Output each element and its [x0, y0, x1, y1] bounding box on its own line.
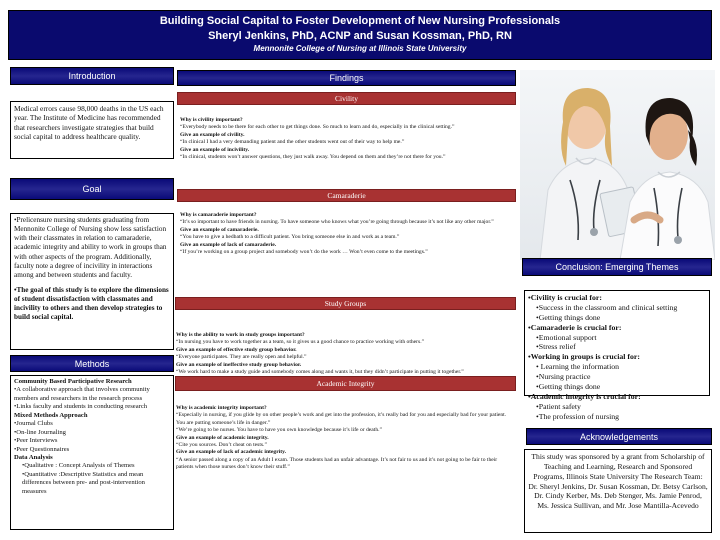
civility-section-header [177, 92, 516, 105]
academic-integrity-section-title: Academic Integrity [316, 379, 375, 388]
conclusion-line: •Working in groups is crucial for: [528, 352, 640, 362]
methods-line: •Peer Interviews [14, 437, 58, 445]
camaraderie-line: Why is camaraderie important? [180, 212, 257, 218]
goal-para-2: •The goal of this study is to explore the dimensions of student dissatisfaction with classmates and incivility to others and then develop strategies to build social capital. [14, 285, 169, 322]
study-groups-line: Give an example of effective study group behavior. [176, 346, 297, 353]
academic-integrity-line: “Especially in nursing, if you glide by on other people’s work and get into the profession, it’s really bad for you and especially bad for your patient. You are putting someone’s life in danger.” [176, 412, 507, 426]
civility-line: “In clinical, students won’t answer questions, they just walk away. You depend on them and they’re not there for you.” [180, 153, 446, 160]
findings-header-label: Findings [329, 73, 364, 83]
conclusion-line: •Getting things done [536, 382, 601, 392]
nurses-photo [520, 70, 715, 260]
methods-line: •Qualitative : Concept Analysis of Themes [22, 462, 135, 470]
acknowledgements-text: This study was sponsored by a grant from Scholarship of Teaching and Learning, Research and Sponsored Programs, Illinois State University The Research Team: Dr. Sheryl Jenkins, Dr. Susan Kossman, Dr. Betsy Carlson, Dr. Cindy Kerber, Ms. Deb Stenger, Ms. Jamie Penrod, Ms. Jessica Sullivan, and Mr. Jose Mantilla-Acevedo [528, 452, 708, 511]
study-groups-line: Give an example of ineffective study group behavior. [176, 361, 302, 368]
camaraderie-line: “If you’re working on a group project and somebody won’t do the work … Won’t even come to the meetings.” [180, 248, 428, 255]
camaraderie-line: “It’s so important to have friends in nursing. To have someone who knows what you’re going through because it’s not like any other major.” [180, 219, 494, 226]
methods-line: Mixed Methods Approach [14, 411, 88, 419]
civility-line: Give an example of civility. [180, 131, 245, 138]
conclusion-line: •Emotional support [536, 332, 597, 342]
study-groups-line: “Everyone participates. They are really open and helpful.” [176, 354, 307, 361]
conclusion-line: •Nursing practice [536, 372, 591, 382]
camaraderie-section-title: Camaraderie [327, 191, 366, 200]
findings-header [177, 70, 516, 86]
conclusion-line: •Success in the classroom and clinical setting [536, 302, 678, 312]
methods-header [10, 355, 174, 372]
methods-line: •Journal Clubs [14, 420, 53, 428]
methods-line: •Links faculty and students in conducting research [14, 403, 148, 411]
methods-line: •A collaborative approach that involves community members and researchers in the research process [14, 386, 150, 402]
study-groups-line: “We work hard to make a study guide and somebody comes along and wants it, but they didn’t participate in putting it together.” [176, 368, 464, 375]
acknowledgements-header [526, 428, 712, 445]
methods-line: •Quantitative :Descriptive Statistics and mean differences between pre- and post-intervention measures [22, 470, 145, 495]
methods-line: Data Analysis [14, 453, 53, 461]
conclusion-line: •Stress relief [536, 342, 576, 352]
methods-header-label: Methods [74, 358, 110, 369]
camaraderie-line: Give an example of camaraderie. [180, 226, 259, 233]
goal-header-label: Goal [82, 184, 102, 194]
conclusion-header-label: Conclusion: Emerging Themes [555, 262, 679, 272]
academic-integrity-line: Give an example of lack of academic integrity. [176, 449, 286, 456]
camaraderie-line: Give an example of lack of camaraderie. [180, 241, 277, 248]
civility-section-title: Civility [335, 94, 358, 103]
study-groups-section-header [175, 297, 516, 310]
introduction-box [10, 101, 174, 159]
study-groups-line: “In nursing you have to work together as a team, so it gives us a good chance to practice working with others.” [176, 339, 425, 346]
acknowledgements-box [524, 449, 712, 533]
nurses-illustration [520, 70, 715, 260]
methods-line: •Peer Questionnaires [14, 445, 70, 453]
study-groups-section-text [176, 332, 512, 376]
introduction-text: Medical errors cause 98,000 deaths in the US each year. The Institute of Medicine has recommended that researchers investigate strategies that build social capital to address healthcare quality. [14, 104, 164, 141]
civility-line: Give an example of incivility. [180, 146, 250, 153]
goal-para-1: •Prelicensure nursing students graduating from Mennonite College of Nursing show less satisfaction with their classmates in relation to camaraderie, academic integrity and ability to work in groups than with other aspects of the program. Additionally, faculty note a degree of incivility in interactions among and between students and faculty. [14, 216, 167, 279]
poster-banner [8, 10, 712, 60]
academic-integrity-section-header [175, 376, 516, 391]
conclusion-line: •The profession of nursing [536, 411, 620, 421]
conclusion-line: •Civility is crucial for: [528, 293, 602, 302]
academic-integrity-line: Why is academic integrity important? [176, 405, 267, 411]
conclusion-line: •Patient safety [536, 401, 581, 411]
methods-box [10, 375, 174, 530]
civility-section-text [180, 117, 512, 161]
civility-line: Why is civility important? [180, 117, 243, 123]
introduction-header-label: Introduction [68, 71, 116, 81]
academic-integrity-line: “We’re going to be nurses. You have to have you own knowledge because it’s life or death.” [176, 427, 382, 434]
acknowledgements-header-label: Acknowledgements [579, 431, 659, 442]
methods-line: Community Based Participative Research [14, 378, 132, 385]
conclusion-box [524, 290, 710, 421]
camaraderie-section-text [180, 212, 512, 256]
conclusion-header [522, 258, 712, 276]
goal-box [10, 213, 174, 350]
conclusion-line: •Getting things done [536, 312, 601, 322]
goal-header [10, 178, 174, 200]
academic-integrity-section-text [176, 405, 512, 471]
study-groups-line: Why is the ability to work in study groups important? [176, 332, 305, 338]
civility-line: “In clinical I had a very demanding patient and the other students went out of their way to help me.” [180, 139, 405, 146]
introduction-header [10, 67, 174, 85]
study-groups-section-title: Study Groups [324, 299, 367, 308]
academic-integrity-line: “Cite you sources. Don’t cheat on tests.” [176, 441, 267, 448]
methods-line: •On-line Journaling [14, 428, 66, 436]
camaraderie-section-header [177, 189, 516, 202]
conclusion-line: • Learning the information [536, 362, 620, 372]
poster-title: Building Social Capital to Foster Development of New Nursing Professionals [159, 15, 561, 27]
poster-authors: Sheryl Jenkins, PhD, ACNP and Susan Kossman, PhD, RN [208, 30, 512, 42]
camaraderie-line: “You have to give a hedbath to a difficult patient. You bring someone else in and work as a team.” [180, 234, 400, 241]
civility-line: “Everybody needs to be there for each other to get things done. So much to learn and do, especially in the clinical setting.” [180, 124, 455, 131]
conclusion-line: •Academic integrity is crucial for: [528, 391, 641, 401]
poster-affiliation: Mennonite College of Nursing at Illinois State University [253, 44, 467, 53]
academic-integrity-line: “A senior passed along a copy of an Adult I exam. Those students had an unfair advantage. It’s not fair to us and it’s not going to be fair to their patients when those nurses don’t know their stuff.” [176, 456, 498, 470]
academic-integrity-line: Give an example of academic integrity. [176, 434, 269, 441]
conclusion-line: •Camaraderie is crucial for: [528, 322, 622, 332]
